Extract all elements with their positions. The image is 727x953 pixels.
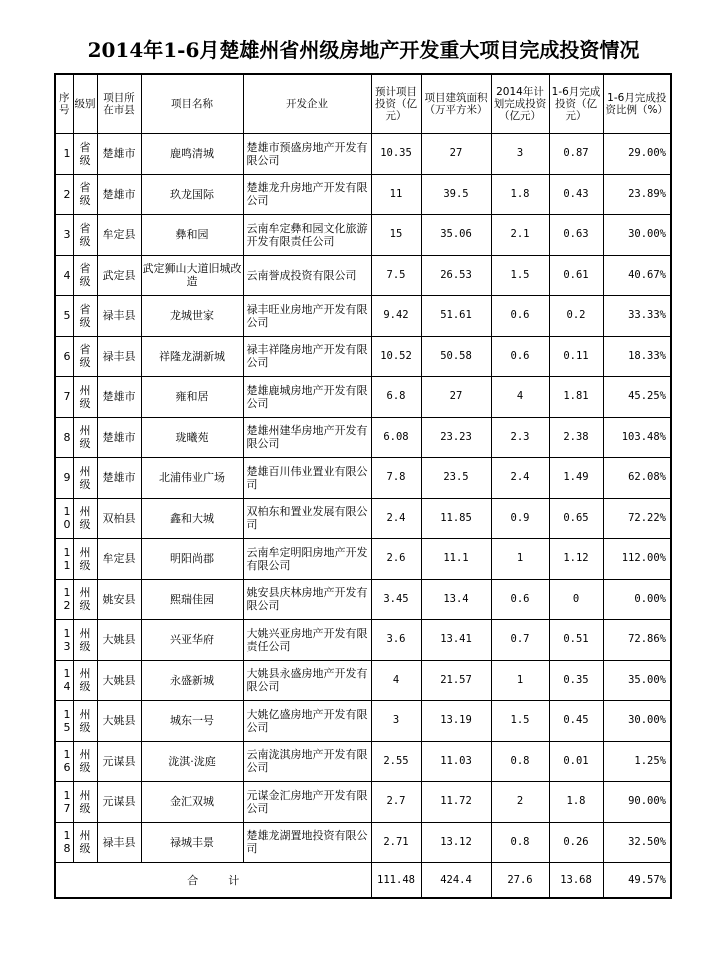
row-number: 16 [55, 741, 73, 782]
row-project-name: 熙瑞佳园 [141, 579, 243, 620]
row-invest: 9.42 [371, 296, 421, 337]
row-plan: 0.7 [491, 620, 549, 661]
row-county: 姚安县 [97, 579, 141, 620]
row-area: 23.5 [421, 458, 491, 499]
row-ratio: 32.50% [603, 822, 671, 863]
total-plan: 27.6 [491, 863, 549, 899]
row-plan: 1 [491, 539, 549, 580]
row-done: 0.2 [549, 296, 603, 337]
row-plan: 0.8 [491, 741, 549, 782]
row-done: 0.11 [549, 336, 603, 377]
row-county: 楚雄市 [97, 134, 141, 175]
row-area: 50.58 [421, 336, 491, 377]
row-done: 0.65 [549, 498, 603, 539]
table-row [55, 215, 671, 256]
row-area: 23.23 [421, 417, 491, 458]
row-ratio: 45.25% [603, 377, 671, 418]
row-plan: 2.4 [491, 458, 549, 499]
row-number: 13 [55, 620, 73, 661]
row-number: 3 [55, 215, 73, 256]
row-project-name: 泷淇·泷庭 [141, 741, 243, 782]
row-company: 元谋金汇房地产开发有限公司 [243, 782, 371, 823]
row-invest: 6.8 [371, 377, 421, 418]
row-county: 大姚县 [97, 701, 141, 742]
row-plan: 1 [491, 660, 549, 701]
total-ratio: 49.57% [603, 863, 671, 899]
row-level: 州级 [73, 822, 97, 863]
row-level: 州级 [73, 782, 97, 823]
row-company: 云南牟定明阳房地产开发有限公司 [243, 539, 371, 580]
row-done: 0.61 [549, 255, 603, 296]
row-level: 省级 [73, 215, 97, 256]
header-cell: 项目所在市县 [97, 74, 141, 134]
row-company: 楚雄鹿城房地产开发有限公司 [243, 377, 371, 418]
page-title: 2014年1-6月楚雄州省州级房地产开发重大项目完成投资情况 [87, 38, 640, 62]
table-row [55, 822, 671, 863]
table-row [55, 458, 671, 499]
row-plan: 0.6 [491, 336, 549, 377]
header-cell: 项目名称 [141, 74, 243, 134]
row-ratio: 30.00% [603, 701, 671, 742]
row-plan: 2.3 [491, 417, 549, 458]
row-county: 元谋县 [97, 741, 141, 782]
table-row [55, 174, 671, 215]
row-level: 州级 [73, 620, 97, 661]
row-company: 禄丰祥隆房地产开发有限公司 [243, 336, 371, 377]
header-cell: 项目建筑面积（万平方米） [421, 74, 491, 134]
row-area: 13.41 [421, 620, 491, 661]
investment-table [54, 73, 672, 899]
row-ratio: 72.86% [603, 620, 671, 661]
row-county: 楚雄市 [97, 458, 141, 499]
row-invest: 6.08 [371, 417, 421, 458]
row-number: 2 [55, 174, 73, 215]
row-done: 0 [549, 579, 603, 620]
row-number: 10 [55, 498, 73, 539]
row-done: 0.63 [549, 215, 603, 256]
row-plan: 2.1 [491, 215, 549, 256]
row-company: 大姚县永盛房地产开发有限公司 [243, 660, 371, 701]
row-number: 11 [55, 539, 73, 580]
row-number: 12 [55, 579, 73, 620]
row-ratio: 1.25% [603, 741, 671, 782]
row-area: 27 [421, 134, 491, 175]
row-level: 州级 [73, 417, 97, 458]
row-county: 大姚县 [97, 660, 141, 701]
row-invest: 2.4 [371, 498, 421, 539]
row-project-name: 鹿鸣清城 [141, 134, 243, 175]
row-level: 州级 [73, 458, 97, 499]
row-company: 禄丰旺业房地产开发有限公司 [243, 296, 371, 337]
total-label [55, 863, 371, 899]
header-cell: 1-6月完成投资（亿元） [549, 74, 603, 134]
row-company: 云南泷淇房地产开发有限公司 [243, 741, 371, 782]
row-plan: 4 [491, 377, 549, 418]
row-project-name: 明阳尚郡 [141, 539, 243, 580]
row-county: 禄丰县 [97, 336, 141, 377]
row-project-name: 祥隆龙湖新城 [141, 336, 243, 377]
row-plan: 0.9 [491, 498, 549, 539]
row-ratio: 40.67% [603, 255, 671, 296]
row-county: 禄丰县 [97, 296, 141, 337]
table-row [55, 377, 671, 418]
row-invest: 3.6 [371, 620, 421, 661]
row-ratio: 30.00% [603, 215, 671, 256]
table-row [55, 296, 671, 337]
row-level: 省级 [73, 336, 97, 377]
row-area: 39.5 [421, 174, 491, 215]
table-row [55, 579, 671, 620]
row-project-name: 城东一号 [141, 701, 243, 742]
row-company: 楚雄市预盛房地产开发有限公司 [243, 134, 371, 175]
row-ratio: 112.00% [603, 539, 671, 580]
table-row [55, 498, 671, 539]
row-project-name: 北浦伟业广场 [141, 458, 243, 499]
row-county: 大姚县 [97, 620, 141, 661]
row-done: 0.35 [549, 660, 603, 701]
table-row [55, 782, 671, 823]
row-project-name: 禄城丰景 [141, 822, 243, 863]
row-plan: 3 [491, 134, 549, 175]
row-invest: 2.6 [371, 539, 421, 580]
row-area: 51.61 [421, 296, 491, 337]
row-ratio: 35.00% [603, 660, 671, 701]
row-plan: 0.6 [491, 296, 549, 337]
row-county: 禄丰县 [97, 822, 141, 863]
row-invest: 7.5 [371, 255, 421, 296]
row-project-name: 鑫和大城 [141, 498, 243, 539]
table-row [55, 539, 671, 580]
table-row [55, 255, 671, 296]
row-company: 姚安县庆林房地产开发有限公司 [243, 579, 371, 620]
row-company: 大姚亿盛房地产开发有限公司 [243, 701, 371, 742]
row-county: 牟定县 [97, 215, 141, 256]
row-done: 0.43 [549, 174, 603, 215]
row-plan: 2 [491, 782, 549, 823]
row-area: 21.57 [421, 660, 491, 701]
row-done: 1.8 [549, 782, 603, 823]
header-cell: 开发企业 [243, 74, 371, 134]
row-number: 18 [55, 822, 73, 863]
row-ratio: 62.08% [603, 458, 671, 499]
total-invest: 111.48 [371, 863, 421, 899]
header-cell: 序号 [55, 74, 73, 134]
row-level: 省级 [73, 255, 97, 296]
row-project-name: 永盛新城 [141, 660, 243, 701]
row-area: 13.4 [421, 579, 491, 620]
row-level: 省级 [73, 134, 97, 175]
table-row [55, 741, 671, 782]
row-number: 14 [55, 660, 73, 701]
row-number: 9 [55, 458, 73, 499]
row-invest: 4 [371, 660, 421, 701]
table-row [55, 620, 671, 661]
row-invest: 2.71 [371, 822, 421, 863]
row-invest: 3.45 [371, 579, 421, 620]
row-done: 2.38 [549, 417, 603, 458]
row-company: 云南誉成投资有限公司 [243, 255, 371, 296]
row-done: 1.49 [549, 458, 603, 499]
row-ratio: 103.48% [603, 417, 671, 458]
row-ratio: 90.00% [603, 782, 671, 823]
row-company: 双柏东和置业发展有限公司 [243, 498, 371, 539]
row-invest: 3 [371, 701, 421, 742]
row-level: 省级 [73, 296, 97, 337]
header-cell: 级别 [73, 74, 97, 134]
row-project-name: 武定狮山大道旧城改造 [141, 255, 243, 296]
row-county: 牟定县 [97, 539, 141, 580]
row-company: 大姚兴亚房地产开发有限责任公司 [243, 620, 371, 661]
row-county: 武定县 [97, 255, 141, 296]
row-number: 5 [55, 296, 73, 337]
row-invest: 15 [371, 215, 421, 256]
row-done: 0.01 [549, 741, 603, 782]
row-number: 1 [55, 134, 73, 175]
row-plan: 1.5 [491, 701, 549, 742]
row-area: 26.53 [421, 255, 491, 296]
table-row [55, 336, 671, 377]
total-done: 13.68 [549, 863, 603, 899]
table-row [55, 701, 671, 742]
row-number: 8 [55, 417, 73, 458]
row-area: 11.03 [421, 741, 491, 782]
row-plan: 0.6 [491, 579, 549, 620]
row-project-name: 珑曦苑 [141, 417, 243, 458]
row-project-name: 玖龙国际 [141, 174, 243, 215]
row-done: 0.51 [549, 620, 603, 661]
row-invest: 11 [371, 174, 421, 215]
row-ratio: 0.00% [603, 579, 671, 620]
row-project-name: 兴亚华府 [141, 620, 243, 661]
row-number: 7 [55, 377, 73, 418]
row-area: 35.06 [421, 215, 491, 256]
row-company: 楚雄百川伟业置业有限公司 [243, 458, 371, 499]
row-ratio: 29.00% [603, 134, 671, 175]
row-area: 11.1 [421, 539, 491, 580]
table-body [55, 134, 671, 863]
row-ratio: 23.89% [603, 174, 671, 215]
row-level: 州级 [73, 498, 97, 539]
row-ratio: 72.22% [603, 498, 671, 539]
row-done: 0.26 [549, 822, 603, 863]
row-level: 州级 [73, 579, 97, 620]
header-row [55, 74, 671, 134]
table-row [55, 134, 671, 175]
row-project-name: 彝和园 [141, 215, 243, 256]
row-ratio: 18.33% [603, 336, 671, 377]
row-number: 17 [55, 782, 73, 823]
row-county: 楚雄市 [97, 417, 141, 458]
row-company: 云南牟定彝和园文化旅游开发有限责任公司 [243, 215, 371, 256]
total-row [55, 863, 671, 899]
header-cell: 预计项目投资（亿元） [371, 74, 421, 134]
row-level: 州级 [73, 660, 97, 701]
row-level: 州级 [73, 701, 97, 742]
row-done: 0.45 [549, 701, 603, 742]
row-company: 楚雄州建华房地产开发有限公司 [243, 417, 371, 458]
row-invest: 10.35 [371, 134, 421, 175]
total-area: 424.4 [421, 863, 491, 899]
row-level: 省级 [73, 174, 97, 215]
row-level: 州级 [73, 741, 97, 782]
row-area: 11.72 [421, 782, 491, 823]
table-row [55, 660, 671, 701]
row-area: 11.85 [421, 498, 491, 539]
row-invest: 2.7 [371, 782, 421, 823]
row-area: 13.19 [421, 701, 491, 742]
total-label-text: 合计 [187, 873, 270, 887]
row-level: 州级 [73, 377, 97, 418]
row-county: 元谋县 [97, 782, 141, 823]
row-number: 6 [55, 336, 73, 377]
table-row [55, 417, 671, 458]
row-done: 0.87 [549, 134, 603, 175]
row-done: 1.81 [549, 377, 603, 418]
row-ratio: 33.33% [603, 296, 671, 337]
row-county: 双柏县 [97, 498, 141, 539]
row-invest: 2.55 [371, 741, 421, 782]
row-company: 楚雄龙湖置地投资有限公司 [243, 822, 371, 863]
row-done: 1.12 [549, 539, 603, 580]
row-county: 楚雄市 [97, 174, 141, 215]
row-area: 13.12 [421, 822, 491, 863]
row-plan: 1.8 [491, 174, 549, 215]
row-area: 27 [421, 377, 491, 418]
row-invest: 7.8 [371, 458, 421, 499]
row-invest: 10.52 [371, 336, 421, 377]
row-project-name: 龙城世家 [141, 296, 243, 337]
row-plan: 1.5 [491, 255, 549, 296]
row-company: 楚雄龙升房地产开发有限公司 [243, 174, 371, 215]
row-number: 15 [55, 701, 73, 742]
row-project-name: 金汇双城 [141, 782, 243, 823]
row-plan: 0.8 [491, 822, 549, 863]
header-cell: 1-6月完成投资比例（%） [603, 74, 671, 134]
row-project-name: 雍和居 [141, 377, 243, 418]
row-number: 4 [55, 255, 73, 296]
row-level: 州级 [73, 539, 97, 580]
row-county: 楚雄市 [97, 377, 141, 418]
header-cell: 2014年计划完成投资（亿元） [491, 74, 549, 134]
